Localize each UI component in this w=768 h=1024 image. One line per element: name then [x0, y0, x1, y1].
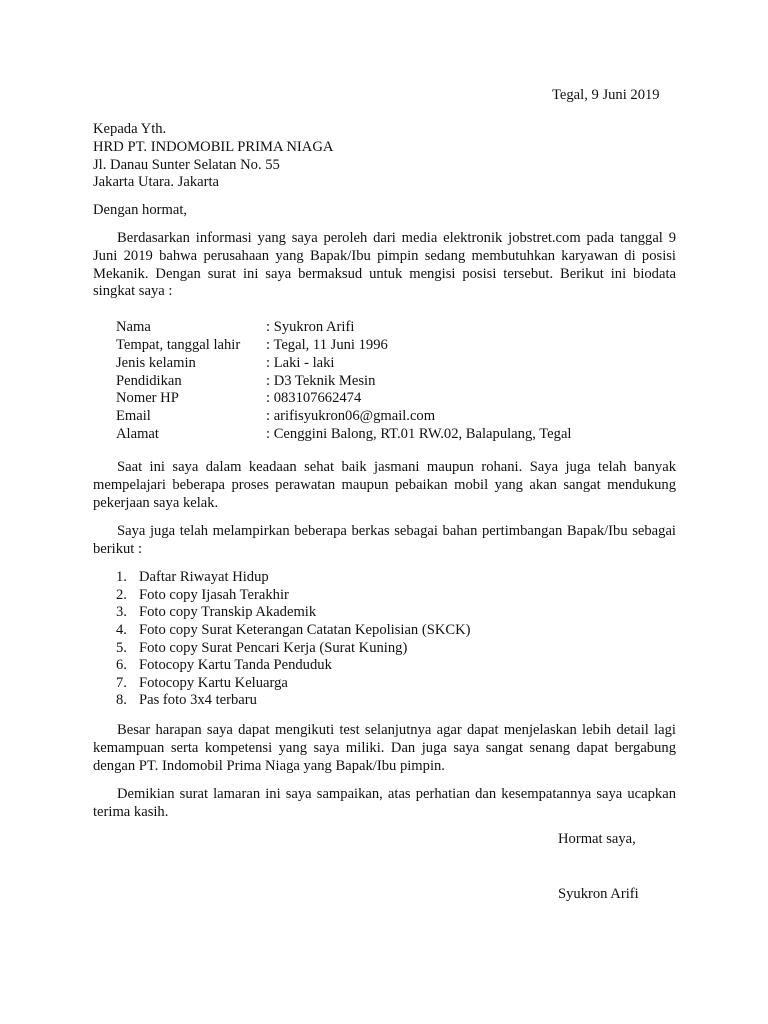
recipient-line: HRD PT. INDOMOBIL PRIMA NIAGA: [93, 139, 334, 155]
recipient-line: Jl. Danau Sunter Selatan No. 55: [93, 157, 280, 173]
paragraph-attachments: Saya juga telah melampirkan beberapa berkas sebagai bahan pertimbangan Bapak/Ibu sebagai berikut :: [93, 523, 676, 557]
list-text: Foto copy Transkip Akademik: [139, 604, 317, 620]
list-text: Foto copy Ijasah Terakhir: [139, 587, 289, 603]
paragraph-health: Saat ini saya dalam keadaan sehat baik jasmani maupun rohani. Saya juga telah banyak mempelajari beberapa proses perawatan maupun pebaikan mobil yang akan sangat mendukung pekerjaan saya kelak.: [93, 459, 676, 511]
list-text: Foto copy Surat Pencari Kerja (Surat Kuning): [139, 640, 408, 656]
biodata-label: Alamat: [116, 426, 159, 442]
biodata-label: Nama: [116, 319, 151, 335]
biodata-label: Tempat, tanggal lahir: [116, 337, 241, 353]
list-text: Daftar Riwayat Hidup: [139, 569, 269, 585]
biodata-value: : Laki - laki: [266, 355, 335, 371]
list-text: Pas foto 3x4 terbaru: [139, 692, 257, 708]
list-number: 6.: [116, 657, 127, 673]
biodata-label: Pendidikan: [116, 373, 182, 389]
list-number: 7.: [116, 675, 127, 691]
list-number: 4.: [116, 622, 127, 638]
closing-greeting: Hormat saya,: [558, 831, 636, 847]
list-number: 2.: [116, 587, 127, 603]
list-text: Foto copy Surat Keterangan Catatan Kepolisian (SKCK): [139, 622, 471, 638]
biodata-value: : Syukron Arifi: [266, 319, 355, 335]
paragraph-hope: Besar harapan saya dapat mengikuti test selanjutnya agar dapat menjelaskan lebih detail lagi kemampuan serta kompetensi yang saya miliki. Dan juga saya sangat senang dapat bergabung dengan PT. Indomobil Prima Niaga yang Bapak/Ibu pimpin.: [93, 722, 676, 774]
signature-name: Syukron Arifi: [558, 886, 639, 902]
salutation: Dengan hormat,: [93, 202, 188, 218]
list-number: 1.: [116, 569, 127, 585]
recipient-line: Kepada Yth.: [93, 121, 167, 137]
biodata-value: : D3 Teknik Mesin: [266, 373, 376, 389]
biodata-label: Jenis kelamin: [116, 355, 196, 371]
paragraph-closing: Demikian surat lamaran ini saya sampaikan, atas perhatian dan kesempatannya saya ucapkan terima kasih.: [93, 786, 676, 820]
biodata-label: Email: [116, 408, 151, 424]
list-number: 3.: [116, 604, 127, 620]
list-text: Fotocopy Kartu Keluarga: [139, 675, 288, 691]
biodata-value: : arifisyukron06@gmail.com: [266, 408, 436, 424]
biodata-value: : 083107662474: [266, 390, 362, 406]
list-number: 8.: [116, 692, 127, 708]
list-text: Fotocopy Kartu Tanda Penduduk: [139, 657, 332, 673]
biodata-value: : Cenggini Balong, RT.01 RW.02, Balapulang, Tegal: [266, 426, 572, 442]
recipient-line: Jakarta Utara. Jakarta: [93, 174, 219, 190]
biodata-value: : Tegal, 11 Juni 1996: [266, 337, 388, 353]
list-number: 5.: [116, 640, 127, 656]
place-date: Tegal, 9 Juni 2019: [552, 87, 660, 103]
biodata-label: Nomer HP: [116, 390, 179, 406]
paragraph-intro: Berdasarkan informasi yang saya peroleh dari media elektronik jobstret.com pada tanggal 9 Juni 2019 bahwa perusahaan yang Bapak/Ibu pimpin sedang membutuhkan karyawan di posisi Mekanik. Dengan surat ini saya bermaksud untuk mengisi posisi tersebut. Berikut ini biodata singkat saya :: [93, 230, 676, 300]
